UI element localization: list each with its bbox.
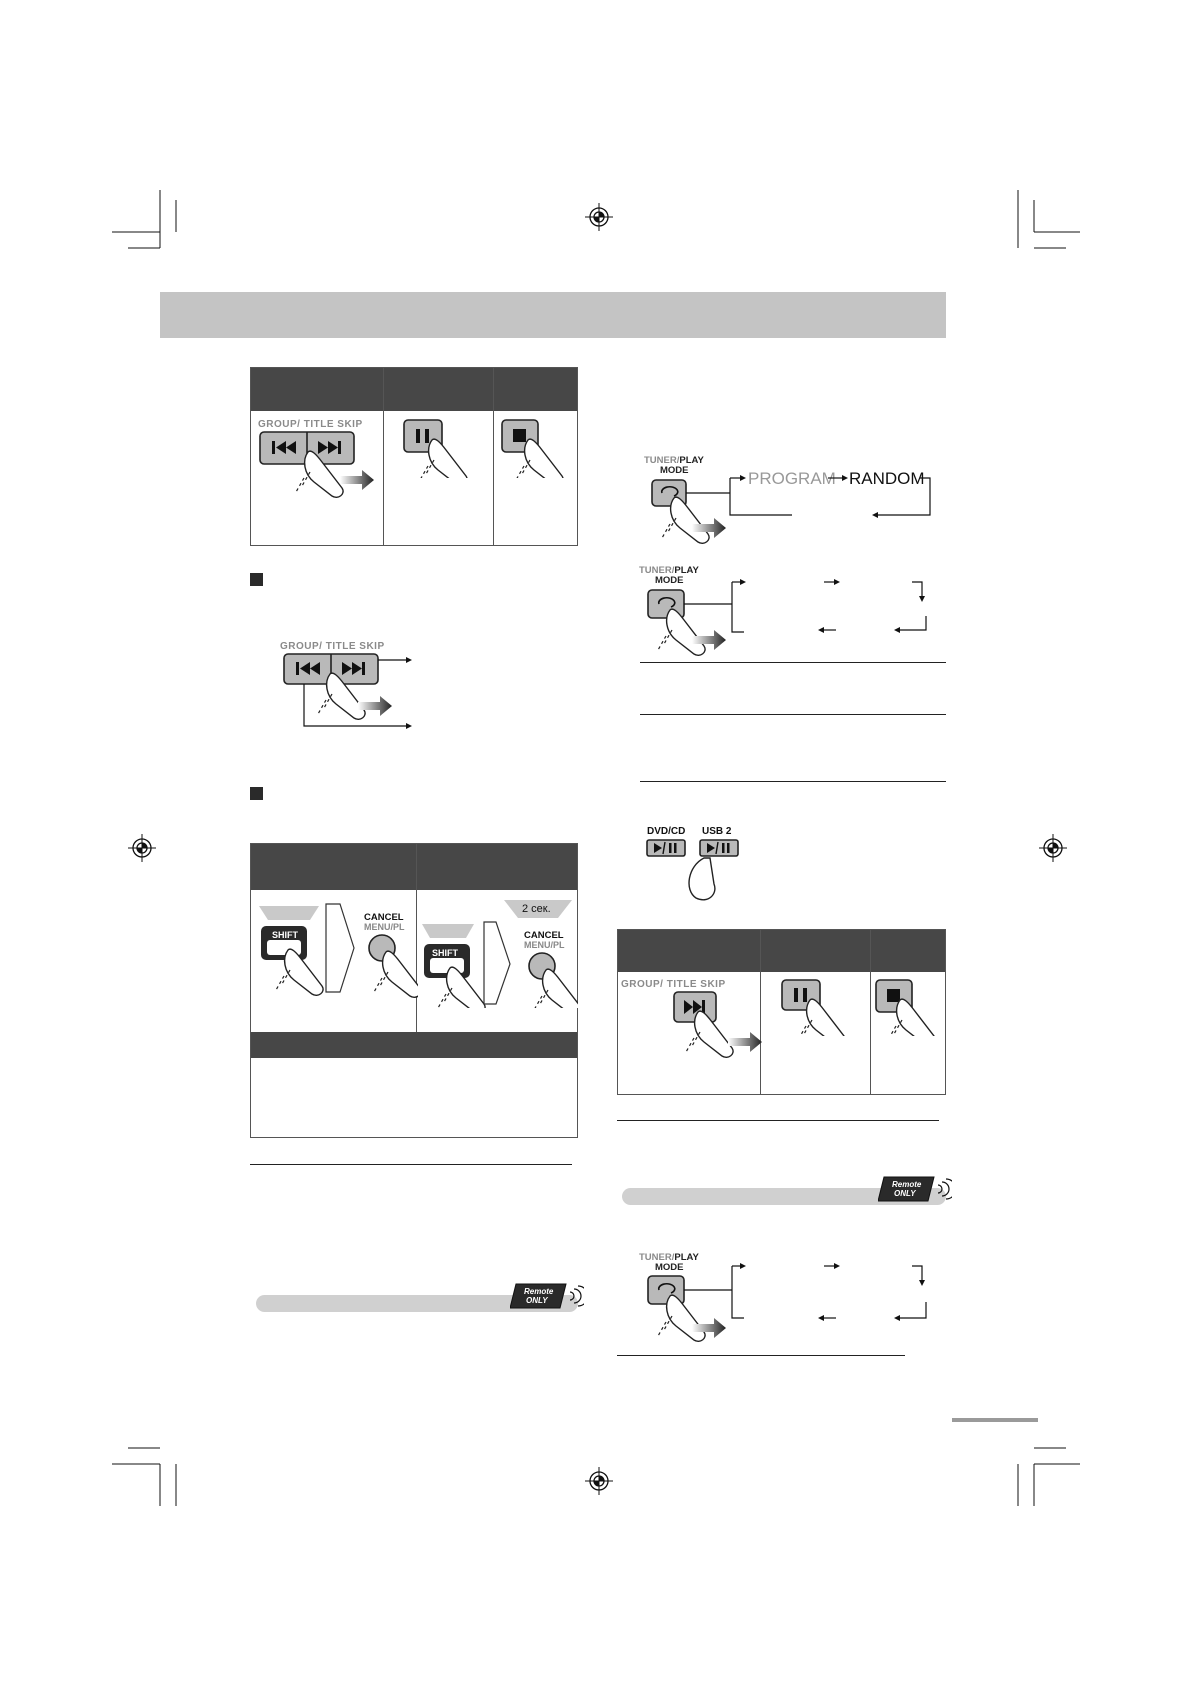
menu-pl-label: MENU/PL [524,940,565,950]
play-mode-label: TUNER/PLAY MODE [644,455,704,476]
group-title-skip-label: GROUP/ TITLE SKIP [280,641,385,652]
shift-label: SHIFT [432,948,458,958]
shift-cancel-hold-illustration [418,898,578,1008]
skip-direction-diagram [280,652,420,732]
only-label: ONLY [894,1189,916,1198]
registration-mark-icon [1036,831,1070,865]
menu-pl-label: MENU/PL [364,922,405,932]
stop-button-illustration [874,976,944,1036]
group-title-skip-label: GROUP/ TITLE SKIP [258,419,363,430]
cancel-label: CANCEL [524,930,564,941]
group-title-skip-label: GROUP/ TITLE SKIP [621,979,726,990]
page-edge-bar [952,1418,1038,1422]
stop-icon [513,429,526,442]
skip-forward-button-illustration [670,988,770,1068]
divider [250,1164,572,1165]
table-subheader [251,1032,577,1058]
section-bullet [250,787,263,800]
usb2-label: USB 2 [702,826,732,837]
stop-icon [887,989,900,1002]
remote-only-badge [510,1282,584,1310]
play-pause-buttons-illustration [644,838,754,918]
registration-mark-icon [582,200,616,234]
play-mode-label: TUNER/PLAY MODE [639,1252,699,1273]
registration-mark-icon [582,1464,616,1498]
remote-only-badge [878,1175,952,1203]
divider [640,781,946,782]
pause-button-illustration [778,976,858,1036]
divider [640,662,946,663]
table-header [618,930,945,972]
play-mode-flow-diagram [644,462,944,552]
table-header [251,844,577,890]
section-header-band [160,292,946,338]
play-mode-label: TUNER/PLAY MODE [639,565,699,586]
repeat-mode-flow-diagram [640,576,940,656]
two-sec-label: 2 сек. [522,903,551,915]
dvd-cd-label: DVD/CD [647,826,686,837]
only-label: ONLY [526,1296,548,1305]
program-label: PROGRAM [748,469,836,488]
table-header [251,368,577,411]
stop-button-illustration [500,418,580,478]
skip-buttons-illustration [258,428,378,508]
divider [617,1355,905,1356]
divider [640,714,946,715]
pause-button-illustration [402,418,482,478]
random-label: RANDOM [849,469,925,488]
section-bullet [250,573,263,586]
shift-label: SHIFT [272,930,298,940]
repeat-mode-flow-diagram [640,1262,940,1344]
finger-press-icon [689,858,715,900]
registration-mark-icon [125,831,159,865]
remote-label: Remote [892,1180,922,1189]
cancel-label: CANCEL [364,912,404,923]
shift-cancel-illustration [254,900,418,1000]
remote-label: Remote [524,1287,554,1296]
divider [617,1120,939,1121]
